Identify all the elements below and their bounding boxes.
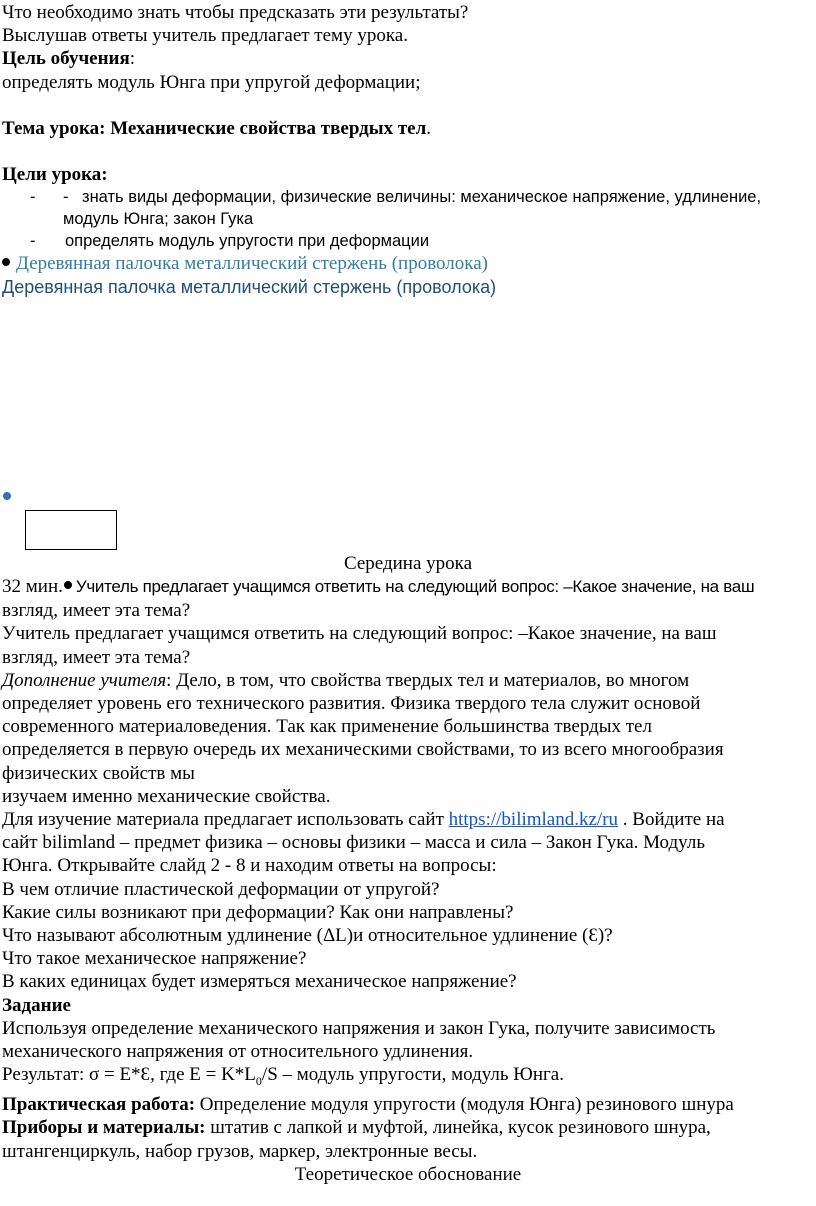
learning-goal-label: Цель обучения [2, 48, 130, 70]
goal-text: модуль Юнга; закон Гука [63, 210, 254, 229]
addition-text: изучаем именно механические свойства. [2, 785, 331, 807]
review-question: В чем отличие пластической деформации от упругой? [2, 878, 440, 900]
equipment-text: штатив с лапкой и муфтой, линейка, кусок резинового шнура, [205, 1117, 711, 1139]
formula-subscript: 0 [255, 1074, 262, 1089]
addition-text: определяет уровень его технического развития. Физика твердого тела служит основой [2, 693, 701, 715]
formula-text: Результат: σ = E*Ɛ, где E = K*L [2, 1064, 256, 1086]
site-path: сайт bilimland – предмет физика – основы физики – масса и сила – Закон Гука. Модуль [2, 832, 705, 854]
practical-work-label: Практическая работа: [2, 1094, 196, 1116]
empty-frame [25, 510, 117, 550]
list-item-continuation [0, 208, 816, 230]
addition-text: Дело, в том, что свойства твердых тел и материалов, во многом [171, 669, 690, 691]
lesson-goals-heading [0, 163, 816, 186]
task-heading [0, 994, 816, 1017]
goal-text: определять модуль упругости при деформации [65, 232, 430, 251]
lesson-goals-list [0, 186, 816, 252]
materials-bullet [0, 252, 816, 275]
addition-text: физических свойств мы [2, 762, 195, 784]
lesson-goals-label: Цели урока: [2, 164, 108, 186]
teacher-topic-line: Выслушав ответы учитель предлагает тему урока. [2, 25, 408, 47]
question-repeat: Учитель предлагает учащимся ответить на следующий вопрос: ‒Какое значение, на ваш [2, 623, 717, 645]
practical-work-text: Определение модуля упругости (модуля Юнга) резинового шнура [195, 1094, 734, 1116]
goal-text: знать виды деформации, физические величины: механическое напряжение, удлинение, [82, 188, 762, 207]
site-slides: Юнга. Открывайте слайд 2 - 8 и находим ответы на вопросы: [2, 855, 497, 877]
addition-colon: : [166, 669, 172, 691]
review-question: Что называют абсолютным удлинение (ΔL)и относительное удлинение (Ɛ)? [2, 925, 613, 947]
lesson-topic-label: Тема урока: Механические свойства твердых тел [2, 117, 427, 139]
review-question: Какие силы возникают при деформации? Как они направлены? [2, 901, 514, 923]
bilimland-link[interactable]: https://bilimland.kz/ru [448, 809, 619, 831]
lesson-topic-dot: . [426, 117, 432, 139]
theory-title: Теоретическое обоснование [294, 1163, 522, 1185]
list-dash: - [63, 188, 69, 207]
review-question: В каких единицах будет измеряться механическое напряжение? [2, 971, 517, 993]
materials-text: Деревянная палочка металлический стержень (проволока) [16, 253, 488, 275]
question-text: Учитель предлагает учащимся ответить на следующий вопрос: ‒Какое значение, на ваш [75, 577, 755, 597]
task-text: механического напряжения от относительного удлинения. [2, 1041, 474, 1063]
bullet-icon [64, 581, 72, 589]
section-title: Середина урока [343, 553, 473, 574]
learning-goal-heading [0, 47, 816, 70]
equipment-text: штангенциркуль, набор грузов, маркер, электронные весы. [2, 1140, 478, 1162]
lesson-topic [0, 117, 816, 140]
teacher-addition [0, 669, 816, 692]
materials-text-repeat: Деревянная палочка металлический стержень (проволока) [2, 277, 497, 298]
lesson-intro [0, 1, 816, 299]
time-label: 32 мин. [2, 576, 63, 598]
result-formula [0, 1063, 816, 1093]
lesson-middle [0, 552, 816, 1186]
practical-work [0, 1093, 816, 1116]
timed-question-line [0, 575, 816, 599]
task-text: Используя определение механического напряжения и закон Гука, получите зависимость [2, 1017, 716, 1039]
task-label: Задание [2, 994, 71, 1016]
question-cont: взгляд, имеет эта тема? [2, 600, 191, 622]
list-dash: - [30, 188, 36, 207]
question-line: Что необходимо знать чтобы предсказать эти результаты? [2, 2, 469, 23]
list-dash: - [30, 232, 36, 251]
spacer [0, 140, 816, 163]
equipment [0, 1116, 816, 1139]
site-text: Для изучение материала предлагает использовать сайт [2, 809, 449, 831]
formula-text: /S – модуль упругости, модуль Юнга. [261, 1064, 564, 1086]
addition-text: определяется в первую очередь их механическими свойствами, то из всего многообразия [2, 739, 724, 761]
addition-text: современного материаловедения. Так как применение большинства твердых тел [2, 716, 652, 738]
bullet-icon [2, 258, 10, 266]
list-item [0, 186, 816, 208]
review-question: Что такое механическое напряжение? [2, 948, 307, 970]
site-instruction [0, 808, 816, 831]
list-item [0, 230, 816, 252]
question-repeat-cont: взгляд, имеет эта тема? [2, 646, 191, 668]
spacer [0, 94, 816, 117]
site-text: . Войдите на [618, 809, 725, 831]
equipment-label: Приборы и материалы: [2, 1117, 206, 1139]
addition-label: Дополнение учителя [2, 669, 167, 691]
learning-goal-colon: : [129, 48, 136, 70]
learning-goal-text: определять модуль Юнга при упругой деформации; [2, 71, 421, 93]
bullet-icon [3, 492, 11, 500]
